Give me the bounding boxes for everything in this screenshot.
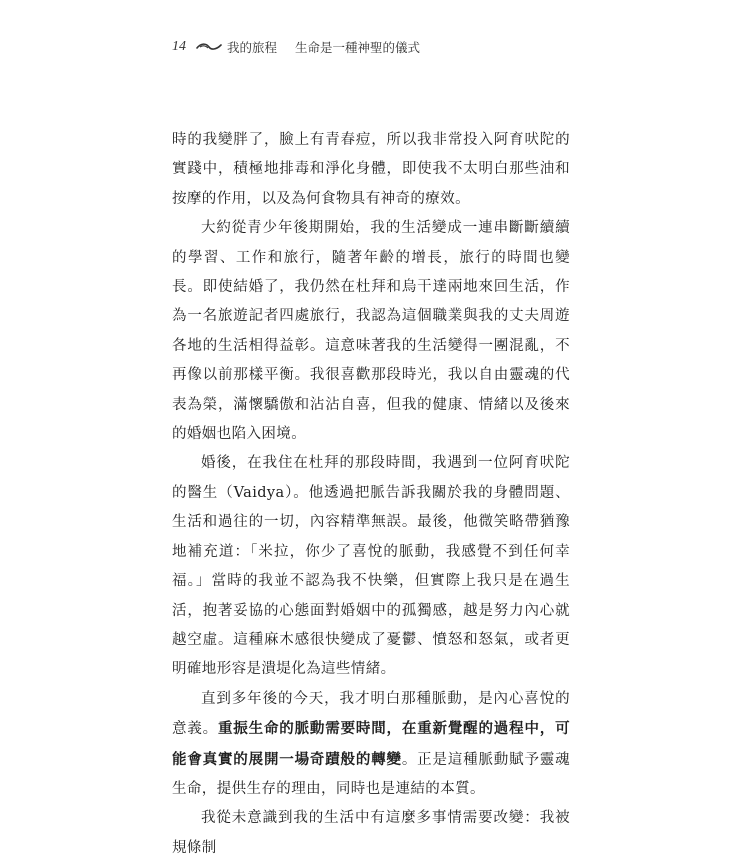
book-title: 我的旅程 [227,40,278,55]
paragraph-text: 直到多年後的今天，我才明白那種脈動，是內心喜悅的意義。 [172,690,570,738]
emphasized-text: 重振生命的脈動需要時間，在重新覺醒的過程中，可能會真實的展開一場奇蹟般的轉變 [172,720,571,768]
swirl-ornament-icon [196,42,222,52]
paragraph [172,804,570,863]
paragraph-text: 我從未意識到我的生活中有這麼多事情需要改變：我被規條制 [172,810,570,856]
chapter-title: 生命是一種神聖的儀式 [295,40,421,55]
paragraph [172,685,570,805]
paragraph [172,449,570,684]
paragraph [172,214,570,449]
paragraph-text: 大約從青少年後期開始，我的生活變成一連串斷斷續續的學習、工作和旅行，隨著年齡的增長，旅行的時間也變長。即使結婚了，我仍然在杜拜和烏干達兩地來回生活，作為一名旅遊記者四處旅行，我認為這個職業與我的丈夫周遊各地的生活相得益彰。這意味著我的生活變得一團混亂，不再像以前那樣平衡。我很喜歡那段時光，我以自由靈魂的代表為榮，滿懷驕傲和沾沾自喜，但我的健康、情緒以及後來的婚姻也陷入困境。 [172,220,570,443]
paragraph-continued [172,126,570,214]
body-text [172,126,570,863]
paragraph-text: 。正是這種脈動賦予靈魂生命，提供生存的理由，同時也是連結的本質。 [172,751,570,797]
page-number: 14 [172,39,186,54]
running-header [172,36,420,58]
paragraph-text: 婚後，在我住在杜拜的那段時間，我遇到一位阿育吠陀的醫生（Vaidya）。他透過把脈告訴我關於我的身體問題、生活和過往的一切，內容精準無誤。最後，他微笑略帶猶豫地補充道：「米拉，你少了喜悅的脈動，我感覺不到任何幸福。」當時的我並不認為我不快樂，但實際上我只是在過生活，抱著妥協的心態面對婚姻中的孤獨感，越是努力內心就越空虛。這種麻木感很快變成了憂鬱、憤怒和怒氣，或者更明確地形容是潰堤化為這些情緒。 [172,455,570,678]
paragraph-text: 時的我變胖了，臉上有青春痘，所以我非常投入阿育吠陀的實踐中，積極地排毒和淨化身體，即使我不太明白那些油和按摩的作用，以及為何食物具有神奇的療效。 [172,132,570,207]
